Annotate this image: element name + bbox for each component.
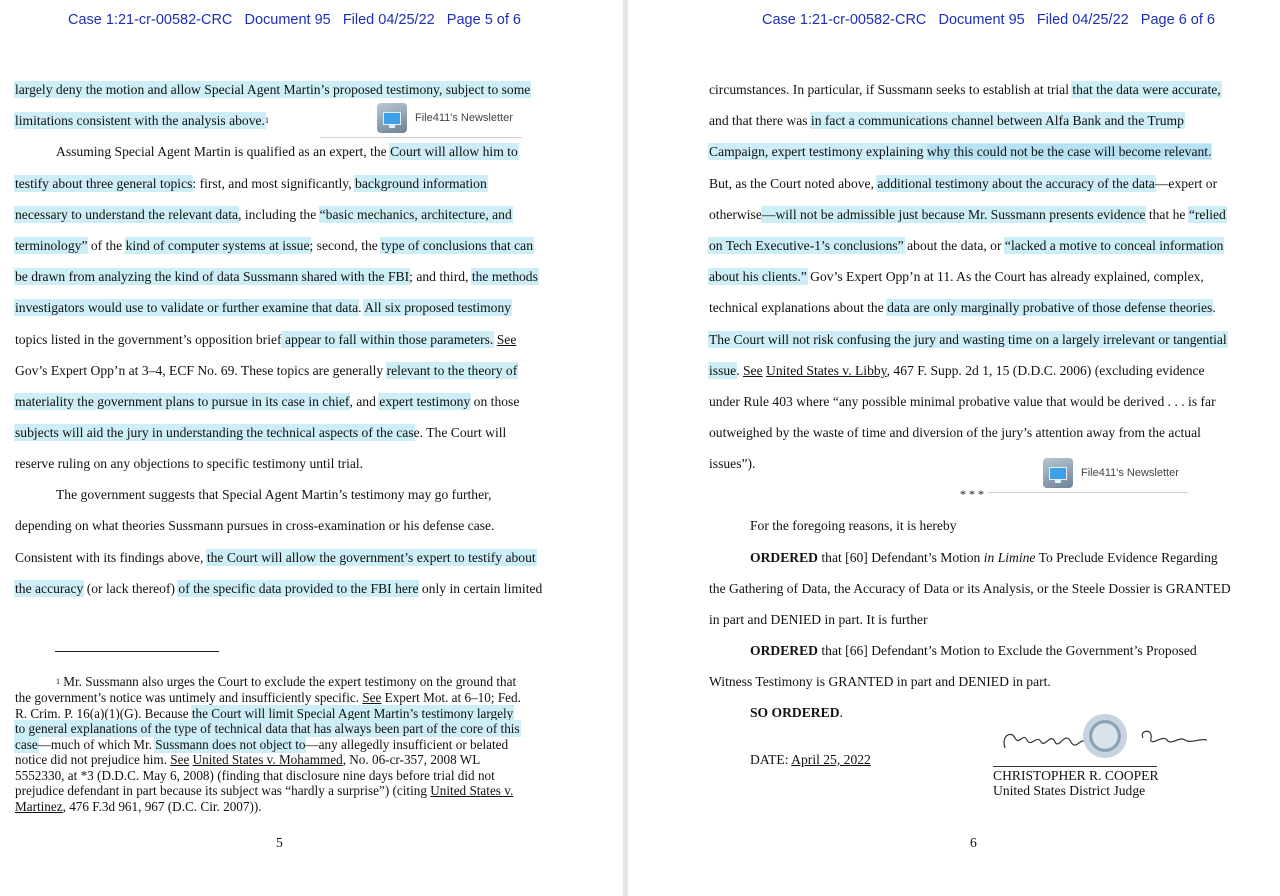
text-line: technical explanations about the data are only marginally probative of those defense theories. [709,300,1216,315]
footnote-line: $^1$ Mr. Sussmann also urges the Court to exclude the expert testimony on the ground that [56,674,517,689]
text-line: limitations consistent with the analysis above.$^1$ [15,113,269,128]
page-header: Case 1:21-cr-00582-CRC Document 95 Filed 04/25/22 Page 6 of 6 [762,12,1215,28]
page-5 [0,0,623,896]
text-line: circumstances. In particular, if Sussmann seeks to establish at trial that the data were accurate, [709,82,1221,97]
text-line: outweighed by the waste of time and diversion of the jury’s attention away from the actual [709,425,1201,440]
text-line: Gov’s Expert Opp’n at 3–4, ECF No. 69. These topics are generally relevant to the theory of [15,363,518,378]
text-line: But, as the Court noted above, additional testimony about the accuracy of the data—expert or [709,176,1218,191]
page-header: Case 1:21-cr-00582-CRC Document 95 Filed 04/25/22 Page 5 of 6 [68,12,521,28]
text-line: For the foregoing reasons, it is hereby [750,518,957,533]
text-line: be drawn from analyzing the kind of data Sussmann shared with the FBI; and third, the methods [15,269,538,284]
footnote-line: the government’s notice was untimely and insufficiently specific. See Expert Mot. at 6–10; Fed. [15,690,521,705]
text-line: under Rule 403 where “any possible minimal probative value that would be derived . . . is far [709,394,1216,409]
newsletter-badge[interactable] [1043,458,1179,488]
divider [988,492,1188,493]
page-6 [628,0,1280,896]
text-line: depending on what theories Sussmann pursues in cross-examination or his defense case. [15,518,495,533]
section-separator: * * * [960,487,984,501]
footnote-line: R. Crim. P. 16(a)(1)(G). Because the Court will limit Special Agent Martin’s testimony largely [15,706,514,721]
text-line: Consistent with its findings above, the Court will allow the government’s expert to testify about [15,550,536,565]
newsletter-badge[interactable] [377,103,513,133]
newsletter-icon [377,103,407,133]
divider [320,137,522,138]
text-line: testify about three general topics: first, and most significantly, background information [15,176,487,191]
footnote-ref: 1 [264,116,269,125]
text-line: subjects will aid the jury in understanding the technical aspects of the case. The Court will [15,425,507,440]
text-line: on Tech Executive-1’s conclusions” about the data, or “lacked a motive to conceal information [709,238,1224,253]
text-line: largely deny the motion and allow Special Agent Martin’s proposed testimony, subject to some [15,82,531,97]
footnote-line: notice did not prejudice him. See United States v. Mohammed, No. 06-cr-357, 2008 WL [15,752,481,767]
text-line: and that there was in fact a communications channel between Alfa Bank and the Trump [709,113,1184,128]
text-line: the accuracy (or lack thereof) of the specific data provided to the FBI here only in certain limited [15,581,543,596]
text-line: Campaign, expert testimony explaining why this could not be the case will become relevant. [709,144,1212,159]
newsletter-label: File411's Newsletter [1081,467,1179,479]
text-line: otherwise—will not be admissible just because Mr. Sussmann presents evidence that he “relied [709,207,1226,222]
newsletter-icon [1043,458,1073,488]
text-line: reserve ruling on any objections to specific testimony until trial. [15,456,364,471]
text-line: issue. See United States v. Libby, 467 F. Supp. 2d 1, 15 (D.D.C. 2006) (excluding evidence [709,363,1205,378]
court-seal-image [1083,714,1127,758]
footnote-line: to general explanations of the type of technical data that has always been part of the core of this [15,721,520,736]
footnote-line: Martinez, 476 F.3d 961, 967 (D.C. Cir. 2007)). [15,799,262,814]
newsletter-label: File411's Newsletter [415,112,513,124]
text-line: about his clients.” Gov’s Expert Opp’n at 11. As the Court has already explained, complex, [709,269,1204,284]
text-line: The government suggests that Special Agent Martin’s testimony may go further, [56,487,492,502]
text-line: necessary to understand the relevant data, including the “basic mechanics, architecture, and [15,207,512,222]
signer-name: CHRISTOPHER R. COOPER [993,768,1159,783]
text-line: investigators would use to validate or further examine that data. All six proposed testimony [15,300,512,315]
footnote-line: 5552330, at *3 (D.D.C. May 6, 2008) (finding that disclosure nine days before trial did not [15,768,495,783]
text-line: the Gathering of Data, the Accuracy of Data or its Analysis, or the Steele Dossier is GRANTED [709,581,1231,596]
text-line: Assuming Special Agent Martin is qualified as an expert, the Court will allow him to [56,144,518,159]
text-line: terminology” of the kind of computer systems at issue; second, the type of conclusions that can [15,238,533,253]
signer-title: United States District Judge [993,783,1146,798]
text-line: topics listed in the government’s opposition brief appear to fall within those parameters. See [15,332,517,347]
signature-rule [993,766,1157,767]
footnote-rule [55,651,219,652]
footnote-line: case—much of which Mr. Sussmann does not object to—any allegedly insufficient or belated [15,737,509,752]
text-line: materiality the government plans to pursue in its case in chief, and expert testimony on those [15,394,520,409]
page-number: 5 [276,835,283,850]
text-line: The Court will not risk confusing the jury and wasting time on a largely irrelevant or tangential [709,332,1227,347]
text-line: issues”). [709,456,756,471]
text-line: ORDERED that [66] Defendant’s Motion to Exclude the Government’s Proposed [750,643,1197,658]
text-line: SO ORDERED. [750,705,843,720]
text-line: Witness Testimony is GRANTED in part and DENIED in part. [709,674,1051,689]
footnote-line: prejudice defendant in part because its subject was “hardly a surprise”) (citing United States v. [15,783,514,798]
page-number: 6 [970,835,977,850]
date-line: DATE: April 25, 2022 [750,752,871,767]
text-line: in part and DENIED in part. It is further [709,612,928,627]
text-line: ORDERED that [60] Defendant’s Motion in Limine To Preclude Evidence Regarding [750,550,1218,565]
